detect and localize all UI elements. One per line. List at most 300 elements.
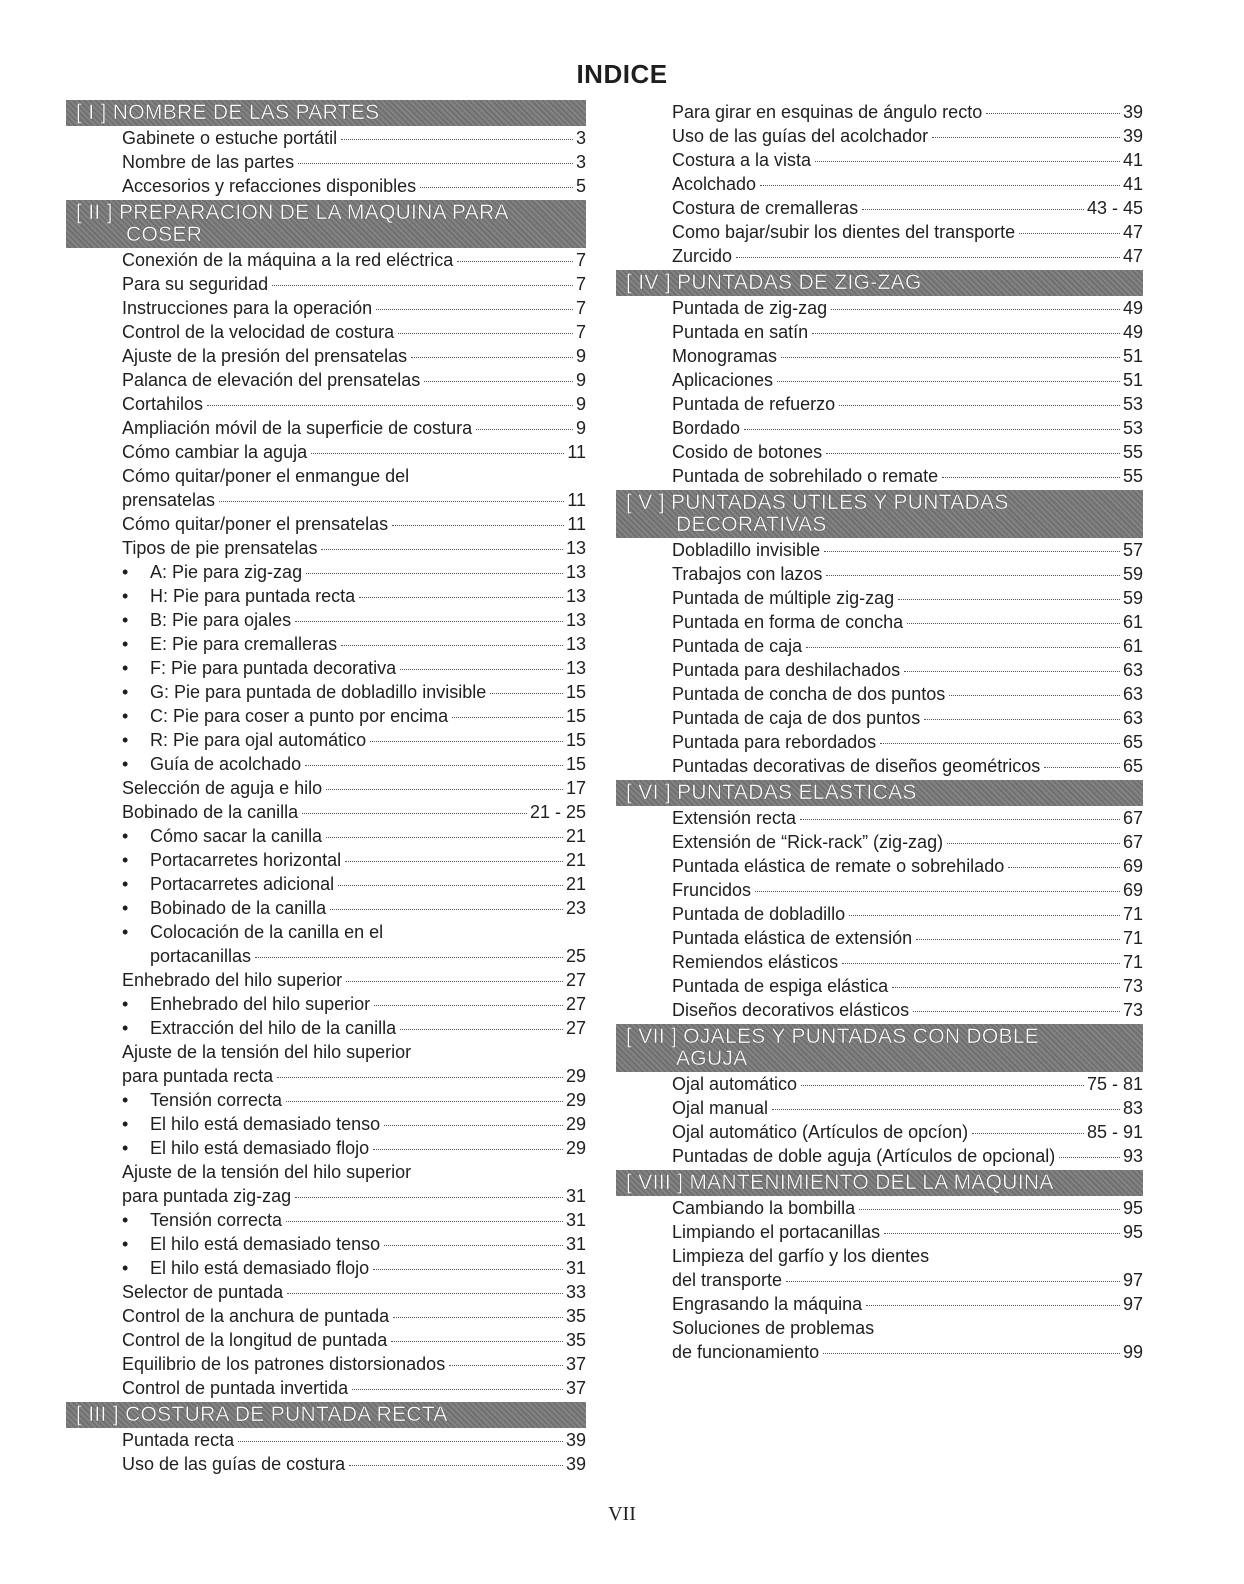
entry-label: Nombre de las partes — [122, 152, 295, 172]
entry-page: 67 — [1122, 832, 1143, 852]
dot-leader — [476, 429, 573, 430]
entry-label: Cómo sacar la canilla — [150, 826, 323, 846]
entry-page: 47 — [1122, 222, 1143, 242]
entry-page: 57 — [1122, 540, 1143, 560]
bullet-icon: • — [122, 898, 129, 918]
dot-leader — [326, 789, 563, 790]
entry-label: Diseños decorativos elásticos — [672, 1000, 910, 1020]
dot-leader — [238, 1441, 563, 1442]
toc-entry[interactable] — [122, 632, 586, 656]
entry-page: 15 — [565, 706, 586, 726]
entry-page: 71 — [1122, 904, 1143, 924]
entry-page: 13 — [565, 538, 586, 558]
toc-entry[interactable] — [672, 1220, 1143, 1244]
entry-list — [616, 1196, 1143, 1366]
toc-entry[interactable] — [672, 926, 1143, 950]
toc-entry[interactable] — [122, 126, 586, 150]
dot-leader — [207, 405, 573, 406]
entry-page: 31 — [565, 1210, 586, 1230]
entry-label: Cambiando la bombilla — [672, 1198, 856, 1218]
page-title: INDICE — [576, 59, 668, 90]
bullet-icon: • — [122, 1138, 129, 1158]
section-header — [66, 200, 586, 248]
entry-page: 13 — [565, 610, 586, 630]
dot-leader — [736, 257, 1120, 258]
entry-page: 29 — [565, 1138, 586, 1158]
toc-entry[interactable] — [672, 244, 1143, 268]
bullet-icon: • — [122, 610, 129, 630]
entry-page: 39 — [1122, 102, 1143, 122]
entry-page: 27 — [565, 970, 586, 990]
bullet-icon: • — [122, 658, 129, 678]
toc-entry[interactable] — [122, 464, 586, 488]
index-column-left — [66, 100, 586, 1478]
entry-page: 93 — [1122, 1146, 1143, 1166]
entry-page: 85 - 91 — [1086, 1122, 1143, 1142]
bullet-icon: • — [122, 1114, 129, 1134]
dot-leader — [384, 1245, 563, 1246]
dot-leader — [424, 381, 573, 382]
toc-entry[interactable] — [122, 584, 586, 608]
entry-label: Cómo quitar/poner el enmangue del — [122, 466, 410, 486]
section-header-line: [ I ] NOMBRE DE LAS PARTES — [76, 101, 380, 124]
toc-entry[interactable] — [672, 392, 1143, 416]
entry-page: 3 — [575, 152, 586, 172]
entry-label: Limpiando el portacanillas — [672, 1222, 881, 1242]
entry-label: Accesorios y refacciones disponibles — [122, 176, 417, 196]
toc-entry[interactable] — [122, 440, 586, 464]
entry-page: 33 — [565, 1282, 586, 1302]
toc-entry[interactable] — [122, 248, 586, 272]
dot-leader — [391, 1341, 563, 1342]
entry-label: Remiendos elásticos — [672, 952, 839, 972]
dot-leader — [373, 1269, 563, 1270]
entry-page: 71 — [1122, 952, 1143, 972]
entry-page: 59 — [1122, 564, 1143, 584]
entry-label: C: Pie para coser a punto por encima — [150, 706, 449, 726]
toc-entry[interactable] — [122, 1064, 586, 1088]
toc-entry[interactable] — [122, 1184, 586, 1208]
toc-entry[interactable] — [122, 1208, 586, 1232]
entry-label: E: Pie para cremalleras — [150, 634, 338, 654]
entry-page: 29 — [565, 1114, 586, 1134]
toc-entry[interactable] — [122, 1256, 586, 1280]
dot-leader — [295, 621, 563, 622]
entry-label: Puntadas decorativas de diseños geométricos — [672, 756, 1041, 776]
toc-entry[interactable] — [672, 320, 1143, 344]
entry-list — [66, 1428, 586, 1478]
dot-leader — [330, 909, 563, 910]
toc-entry[interactable] — [122, 536, 586, 560]
dot-leader — [772, 1109, 1120, 1110]
toc-entry[interactable] — [672, 344, 1143, 368]
toc-entry[interactable] — [122, 728, 586, 752]
toc-entry[interactable] — [672, 1268, 1143, 1292]
toc-entry[interactable] — [672, 586, 1143, 610]
toc-entry[interactable] — [672, 706, 1143, 730]
entry-label: Puntada de concha de dos puntos — [672, 684, 946, 704]
toc-entry[interactable] — [672, 1072, 1143, 1096]
bullet-icon: • — [122, 730, 129, 750]
toc-entry[interactable] — [122, 296, 586, 320]
dot-leader — [986, 113, 1120, 114]
entry-page: 11 — [567, 514, 586, 534]
dot-leader — [744, 429, 1120, 430]
toc-entry[interactable] — [122, 1452, 586, 1476]
bullet-icon: • — [122, 922, 129, 942]
entry-label: B: Pie para ojales — [150, 610, 292, 630]
dot-leader — [398, 333, 573, 334]
entry-page: 67 — [1122, 808, 1143, 828]
entry-label: Puntada recta — [122, 1430, 235, 1450]
bullet-icon: • — [122, 562, 129, 582]
entry-page: 9 — [575, 346, 586, 366]
toc-entry[interactable] — [672, 902, 1143, 926]
entry-page: 35 — [565, 1330, 586, 1350]
toc-entry[interactable] — [672, 830, 1143, 854]
toc-entry[interactable] — [122, 1428, 586, 1452]
entry-page: 7 — [575, 274, 586, 294]
index-section — [66, 1402, 586, 1478]
entry-label: Puntada de múltiple zig-zag — [672, 588, 895, 608]
entry-page: 53 — [1122, 394, 1143, 414]
toc-entry[interactable] — [122, 968, 586, 992]
dot-leader — [972, 1133, 1084, 1134]
entry-page: 21 — [565, 874, 586, 894]
toc-entry[interactable] — [122, 344, 586, 368]
entry-page: 69 — [1122, 880, 1143, 900]
section-header — [66, 1402, 586, 1428]
toc-entry[interactable] — [122, 920, 586, 944]
dot-leader — [295, 1197, 563, 1198]
entry-label: Ajuste de la tensión del hilo superior — [122, 1042, 412, 1062]
toc-entry[interactable] — [122, 872, 586, 896]
dot-leader — [824, 551, 1120, 552]
entry-label: Puntada para rebordados — [672, 732, 877, 752]
entry-page: 63 — [1122, 708, 1143, 728]
entry-page: 23 — [565, 898, 586, 918]
toc-entry[interactable] — [122, 1088, 586, 1112]
toc-entry[interactable] — [122, 560, 586, 584]
entry-page: 65 — [1122, 732, 1143, 752]
entry-page: 25 — [565, 946, 586, 966]
toc-entry[interactable] — [122, 800, 586, 824]
dot-leader — [449, 1365, 563, 1366]
dot-leader — [374, 1005, 563, 1006]
entry-page: 15 — [565, 682, 586, 702]
index-section — [616, 780, 1143, 1024]
entry-page: 99 — [1122, 1342, 1143, 1362]
toc-entry[interactable] — [672, 440, 1143, 464]
entry-page: 27 — [565, 1018, 586, 1038]
dot-leader — [1008, 867, 1120, 868]
toc-entry[interactable] — [672, 196, 1143, 220]
dot-leader — [341, 645, 563, 646]
entry-label: Como bajar/subir los dientes del transporte — [672, 222, 1016, 242]
toc-entry[interactable] — [122, 1040, 586, 1064]
index-column-right — [616, 100, 1143, 1366]
entry-label: El hilo está demasiado flojo — [150, 1258, 370, 1278]
entry-label: Para su seguridad — [122, 274, 269, 294]
dot-leader — [932, 137, 1120, 138]
entry-label: Cómo quitar/poner el prensatelas — [122, 514, 389, 534]
entry-label: Fruncidos — [672, 880, 752, 900]
toc-entry[interactable] — [672, 148, 1143, 172]
toc-entry[interactable] — [122, 1112, 586, 1136]
toc-entry[interactable] — [122, 1352, 586, 1376]
entry-page: 37 — [565, 1378, 586, 1398]
section-header — [616, 780, 1143, 806]
entry-label: Engrasando la máquina — [672, 1294, 863, 1314]
entry-label: Costura a la vista — [672, 150, 812, 170]
entry-page: 15 — [565, 730, 586, 750]
toc-entry[interactable] — [672, 950, 1143, 974]
bullet-icon: • — [122, 754, 129, 774]
toc-entry[interactable] — [122, 776, 586, 800]
dot-leader — [457, 261, 573, 262]
entry-page: 5 — [575, 176, 586, 196]
dot-leader — [777, 381, 1120, 382]
entry-label: Ojal manual — [672, 1098, 769, 1118]
entry-label: G: Pie para puntada de dobladillo invisible — [150, 682, 487, 702]
entry-page: 51 — [1122, 346, 1143, 366]
entry-label: Aplicaciones — [672, 370, 774, 390]
dot-leader — [949, 695, 1120, 696]
entry-page: 35 — [565, 1306, 586, 1326]
toc-entry[interactable] — [672, 124, 1143, 148]
toc-entry[interactable] — [672, 464, 1143, 488]
entry-label: Acolchado — [672, 174, 757, 194]
entry-page: 55 — [1122, 466, 1143, 486]
toc-entry[interactable] — [672, 634, 1143, 658]
dot-leader — [806, 647, 1120, 648]
dot-leader — [349, 1465, 563, 1466]
dot-leader — [352, 1389, 563, 1390]
toc-entry[interactable] — [672, 730, 1143, 754]
entry-label: Ajuste de la presión del prensatelas — [122, 346, 408, 366]
entry-list — [616, 1072, 1143, 1170]
entry-page: 49 — [1122, 298, 1143, 318]
toc-entry[interactable] — [122, 1136, 586, 1160]
entry-page: 13 — [565, 658, 586, 678]
toc-entry[interactable] — [122, 656, 586, 680]
entry-label: Bobinado de la canilla — [150, 898, 327, 918]
entry-label: H: Pie para puntada recta — [150, 586, 356, 606]
dot-leader — [370, 741, 563, 742]
toc-entry[interactable] — [122, 848, 586, 872]
entry-label: Selector de puntada — [122, 1282, 284, 1302]
toc-entry[interactable] — [672, 854, 1143, 878]
toc-entry[interactable] — [122, 512, 586, 536]
dot-leader — [298, 163, 573, 164]
dot-leader — [392, 525, 564, 526]
entry-page: 17 — [565, 778, 586, 798]
toc-entry[interactable] — [672, 416, 1143, 440]
entry-page: 65 — [1122, 756, 1143, 776]
toc-entry[interactable] — [672, 296, 1143, 320]
section-header-line: [ II ] PREPARACION DE LA MAQUINA PARA — [76, 201, 509, 224]
entry-label: Puntada de espiga elástica — [672, 976, 889, 996]
entry-page: 21 — [565, 850, 586, 870]
bullet-icon: • — [122, 850, 129, 870]
toc-entry[interactable] — [122, 320, 586, 344]
entry-label: para puntada zig-zag — [122, 1186, 292, 1206]
dot-leader — [341, 139, 573, 140]
toc-entry[interactable] — [122, 1160, 586, 1184]
entry-label: Portacarretes adicional — [150, 874, 335, 894]
entry-label: de funcionamiento — [672, 1342, 820, 1362]
bullet-icon: • — [122, 634, 129, 654]
toc-entry[interactable] — [122, 824, 586, 848]
toc-entry[interactable] — [672, 538, 1143, 562]
toc-entry[interactable] — [672, 974, 1143, 998]
entry-label: El hilo está demasiado tenso — [150, 1234, 381, 1254]
toc-entry[interactable] — [672, 878, 1143, 902]
toc-entry[interactable] — [672, 172, 1143, 196]
toc-entry[interactable] — [122, 272, 586, 296]
toc-entry[interactable] — [672, 1316, 1143, 1340]
entry-page: 73 — [1122, 1000, 1143, 1020]
entry-label: F: Pie para puntada decorativa — [150, 658, 397, 678]
entry-label: Cómo cambiar la aguja — [122, 442, 308, 462]
entry-label: Bordado — [672, 418, 741, 438]
toc-entry[interactable] — [672, 658, 1143, 682]
toc-entry[interactable] — [672, 754, 1143, 778]
entry-list — [616, 538, 1143, 780]
toc-entry[interactable] — [672, 1196, 1143, 1220]
entry-label: prensatelas — [122, 490, 216, 510]
dot-leader — [219, 501, 564, 502]
entry-page: 53 — [1122, 418, 1143, 438]
dot-leader — [781, 357, 1120, 358]
toc-entry[interactable] — [672, 1144, 1143, 1168]
entry-label: Conexión de la máquina a la red eléctrica — [122, 250, 454, 270]
toc-entry[interactable] — [122, 416, 586, 440]
dot-leader — [942, 477, 1120, 478]
dot-leader — [866, 1305, 1120, 1306]
dot-leader — [400, 669, 563, 670]
entry-page: 71 — [1122, 928, 1143, 948]
dot-leader — [862, 209, 1084, 210]
dot-leader — [760, 185, 1120, 186]
dot-leader — [346, 981, 563, 982]
toc-entry[interactable] — [122, 488, 586, 512]
entry-label: Puntada de refuerzo — [672, 394, 836, 414]
toc-entry[interactable] — [122, 1328, 586, 1352]
toc-entry[interactable] — [122, 992, 586, 1016]
entry-label: Ojal automático (Artículos de opcíon) — [672, 1122, 969, 1142]
toc-entry[interactable] — [122, 680, 586, 704]
dot-leader — [823, 1353, 1120, 1354]
toc-entry[interactable] — [672, 220, 1143, 244]
toc-entry[interactable] — [122, 368, 586, 392]
entry-label: Bobinado de la canilla — [122, 802, 299, 822]
entry-page: 9 — [575, 418, 586, 438]
dot-leader — [345, 861, 563, 862]
dot-leader — [842, 963, 1120, 964]
entry-label: Colocación de la canilla en el — [150, 922, 384, 942]
toc-entry[interactable] — [122, 1280, 586, 1304]
entry-label: Puntada elástica de remate o sobrehilado — [672, 856, 1005, 876]
toc-entry[interactable] — [672, 1292, 1143, 1316]
entry-label: Enhebrado del hilo superior — [122, 970, 343, 990]
entry-page: 7 — [575, 250, 586, 270]
entry-page: 39 — [565, 1430, 586, 1450]
toc-entry[interactable] — [122, 752, 586, 776]
dot-leader — [786, 1281, 1120, 1282]
entry-label: Tipos de pie prensatelas — [122, 538, 318, 558]
entry-label: Instrucciones para la operación — [122, 298, 373, 318]
toc-entry[interactable] — [672, 100, 1143, 124]
dot-leader — [384, 1125, 563, 1126]
entry-page: 21 — [565, 826, 586, 846]
entry-page: 75 - 81 — [1086, 1074, 1143, 1094]
entry-list — [616, 100, 1143, 270]
entry-label: El hilo está demasiado tenso — [150, 1114, 381, 1134]
toc-entry[interactable] — [122, 704, 586, 728]
section-header — [616, 270, 1143, 296]
toc-entry[interactable] — [672, 1340, 1143, 1364]
toc-entry[interactable] — [122, 1016, 586, 1040]
entry-list — [66, 126, 586, 200]
toc-entry[interactable] — [122, 1232, 586, 1256]
toc-entry[interactable] — [122, 174, 586, 198]
entry-page: 61 — [1122, 636, 1143, 656]
entry-page: 51 — [1122, 370, 1143, 390]
toc-entry[interactable] — [122, 150, 586, 174]
dot-leader — [826, 453, 1120, 454]
index-section — [616, 1024, 1143, 1170]
entry-page: 95 — [1122, 1198, 1143, 1218]
toc-entry[interactable] — [122, 944, 586, 968]
toc-entry[interactable] — [122, 1304, 586, 1328]
toc-entry[interactable] — [672, 682, 1143, 706]
section-header — [616, 1170, 1143, 1196]
toc-entry[interactable] — [672, 1120, 1143, 1144]
entry-page: 3 — [575, 128, 586, 148]
toc-entry[interactable] — [122, 896, 586, 920]
section-header-line: AGUJA — [676, 1047, 748, 1070]
dot-leader — [849, 915, 1120, 916]
dot-leader — [305, 765, 563, 766]
toc-entry[interactable] — [672, 368, 1143, 392]
entry-page: 41 — [1122, 150, 1143, 170]
entry-list — [616, 296, 1143, 490]
entry-page: 29 — [565, 1066, 586, 1086]
entry-label: Tensión correcta — [150, 1090, 283, 1110]
entry-label: Uso de las guías de costura — [122, 1454, 346, 1474]
toc-entry[interactable] — [672, 562, 1143, 586]
bullet-icon: • — [122, 586, 129, 606]
dot-leader — [892, 987, 1120, 988]
toc-entry[interactable] — [672, 1096, 1143, 1120]
entry-label: Puntada elástica de extensión — [672, 928, 913, 948]
toc-entry[interactable] — [672, 806, 1143, 830]
toc-entry[interactable] — [122, 1376, 586, 1400]
toc-entry[interactable] — [672, 610, 1143, 634]
entry-label: Puntada en satín — [672, 322, 809, 342]
toc-entry[interactable] — [122, 392, 586, 416]
toc-entry[interactable] — [672, 998, 1143, 1022]
dot-leader — [452, 717, 563, 718]
toc-entry[interactable] — [672, 1244, 1143, 1268]
toc-entry[interactable] — [122, 608, 586, 632]
entry-label: Para girar en esquinas de ángulo recto — [672, 102, 983, 122]
entry-label: Monogramas — [672, 346, 778, 366]
entry-label: Portacarretes horizontal — [150, 850, 342, 870]
entry-label: Trabajos con lazos — [672, 564, 823, 584]
dot-leader — [338, 885, 563, 886]
